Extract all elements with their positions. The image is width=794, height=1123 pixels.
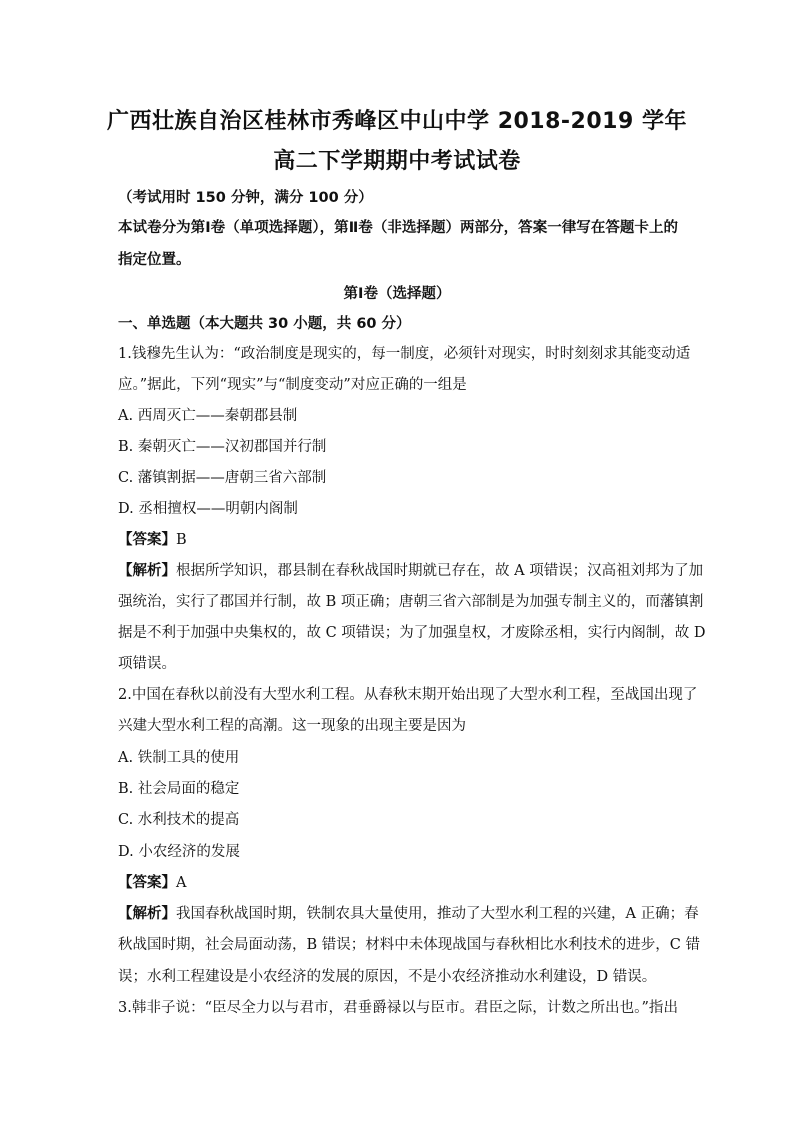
section-heading: 一、单选题（本大题共 30 小题，共 60 分）: [118, 316, 411, 332]
q2-option-a: A. 铁制工具的使用: [118, 750, 240, 766]
exam-info: （考试用时 150 分钟，满分 100 分）: [118, 190, 373, 206]
q1-answer: [118, 528, 678, 549]
instructions-line1: 本试卷分为第Ⅰ卷（单项选择题），第Ⅱ卷（非选择题）两部分，答案一律写在答题卡上的: [118, 220, 678, 236]
q1-answer-label: 【答案】: [118, 532, 176, 548]
q2-analysis-line3: 误；水利工程建设是小农经济的发展的原因，不是小农经济推动水利建设，D 错误。: [118, 969, 657, 985]
q1-option-c: C. 藩镇割据——唐朝三省六部制: [118, 470, 327, 486]
q1-analysis-line4: 项错误。: [118, 656, 176, 672]
instructions-line2: 指定位置。: [118, 252, 191, 268]
q1-option-b: B. 秦朝灭亡——汉初郡国并行制: [118, 439, 327, 455]
q2-analysis-label: 【解析】: [118, 906, 176, 922]
q2-stem-line2: 兴建大型水利工程的高潮。这一现象的出现主要是因为: [118, 718, 466, 734]
q1-analysis-line2: 强统治，实行了郡国并行制，故 B 项正确；唐朝三省六部制是为加强专制主义的，而藩镇割: [118, 594, 704, 610]
q2-option-c: C. 水利技术的提高: [118, 812, 240, 828]
q1-analysis-line1: [118, 559, 704, 580]
q2-analysis-line1: [118, 902, 699, 923]
q2-answer-label: 【答案】: [118, 875, 176, 891]
q1-analysis-label: 【解析】: [118, 563, 176, 579]
q1-option-d: D. 丞相擅权——明朝内阁制: [118, 501, 298, 517]
q1-option-a: A. 西周灭亡——秦朝郡县制: [118, 408, 298, 424]
q1-analysis-text1: 根据所学知识，郡县制在春秋战国时期就已存在，故 A 项错误；汉高祖刘邦为了加: [176, 563, 704, 579]
q3-stem-line1: 3.韩非子说：“臣尽全力以与君市，君垂爵禄以与臣市。君臣之际，计数之所出也。”指出: [118, 1000, 678, 1016]
exam-title-line1: 广西壮族自治区桂林市秀峰区中山中学 2018-2019 学年: [107, 109, 687, 134]
q2-answer: [118, 871, 678, 892]
q1-answer-value: B: [176, 532, 187, 548]
q1-stem-line1: 1.钱穆先生认为：“政治制度是现实的，每一制度，必须针对现实，时时刻刻求其能变动适: [118, 346, 691, 362]
q2-analysis-text1: 我国春秋战国时期，铁制农具大量使用，推动了大型水利工程的兴建，A 正确；春: [176, 906, 699, 922]
q2-analysis-line2: 秋战国时期，社会局面动荡，B 错误；材料中未体现战国与春秋相比水利技术的进步，C 错: [118, 937, 700, 953]
q1-stem-line2: 应。”据此，下列“现实”与“制度变动”对应正确的一组是: [118, 377, 467, 393]
exam-title-line2: 高二下学期期中考试试卷: [273, 149, 521, 174]
q1-analysis-line3: 据是不利于加强中央集权的，故 C 项错误；为了加强皇权，才废除丞相，实行内阁制，故 D: [118, 625, 706, 641]
q2-option-b: B. 社会局面的稳定: [118, 781, 240, 797]
q2-stem-line1: 2.中国在春秋以前没有大型水利工程。从春秋末期开始出现了大型水利工程，至战国出现了: [118, 687, 698, 703]
q2-option-d: D. 小农经济的发展: [118, 844, 240, 860]
section-title: 第Ⅰ卷（选择题）: [343, 286, 451, 302]
q2-answer-value: A: [176, 875, 187, 891]
